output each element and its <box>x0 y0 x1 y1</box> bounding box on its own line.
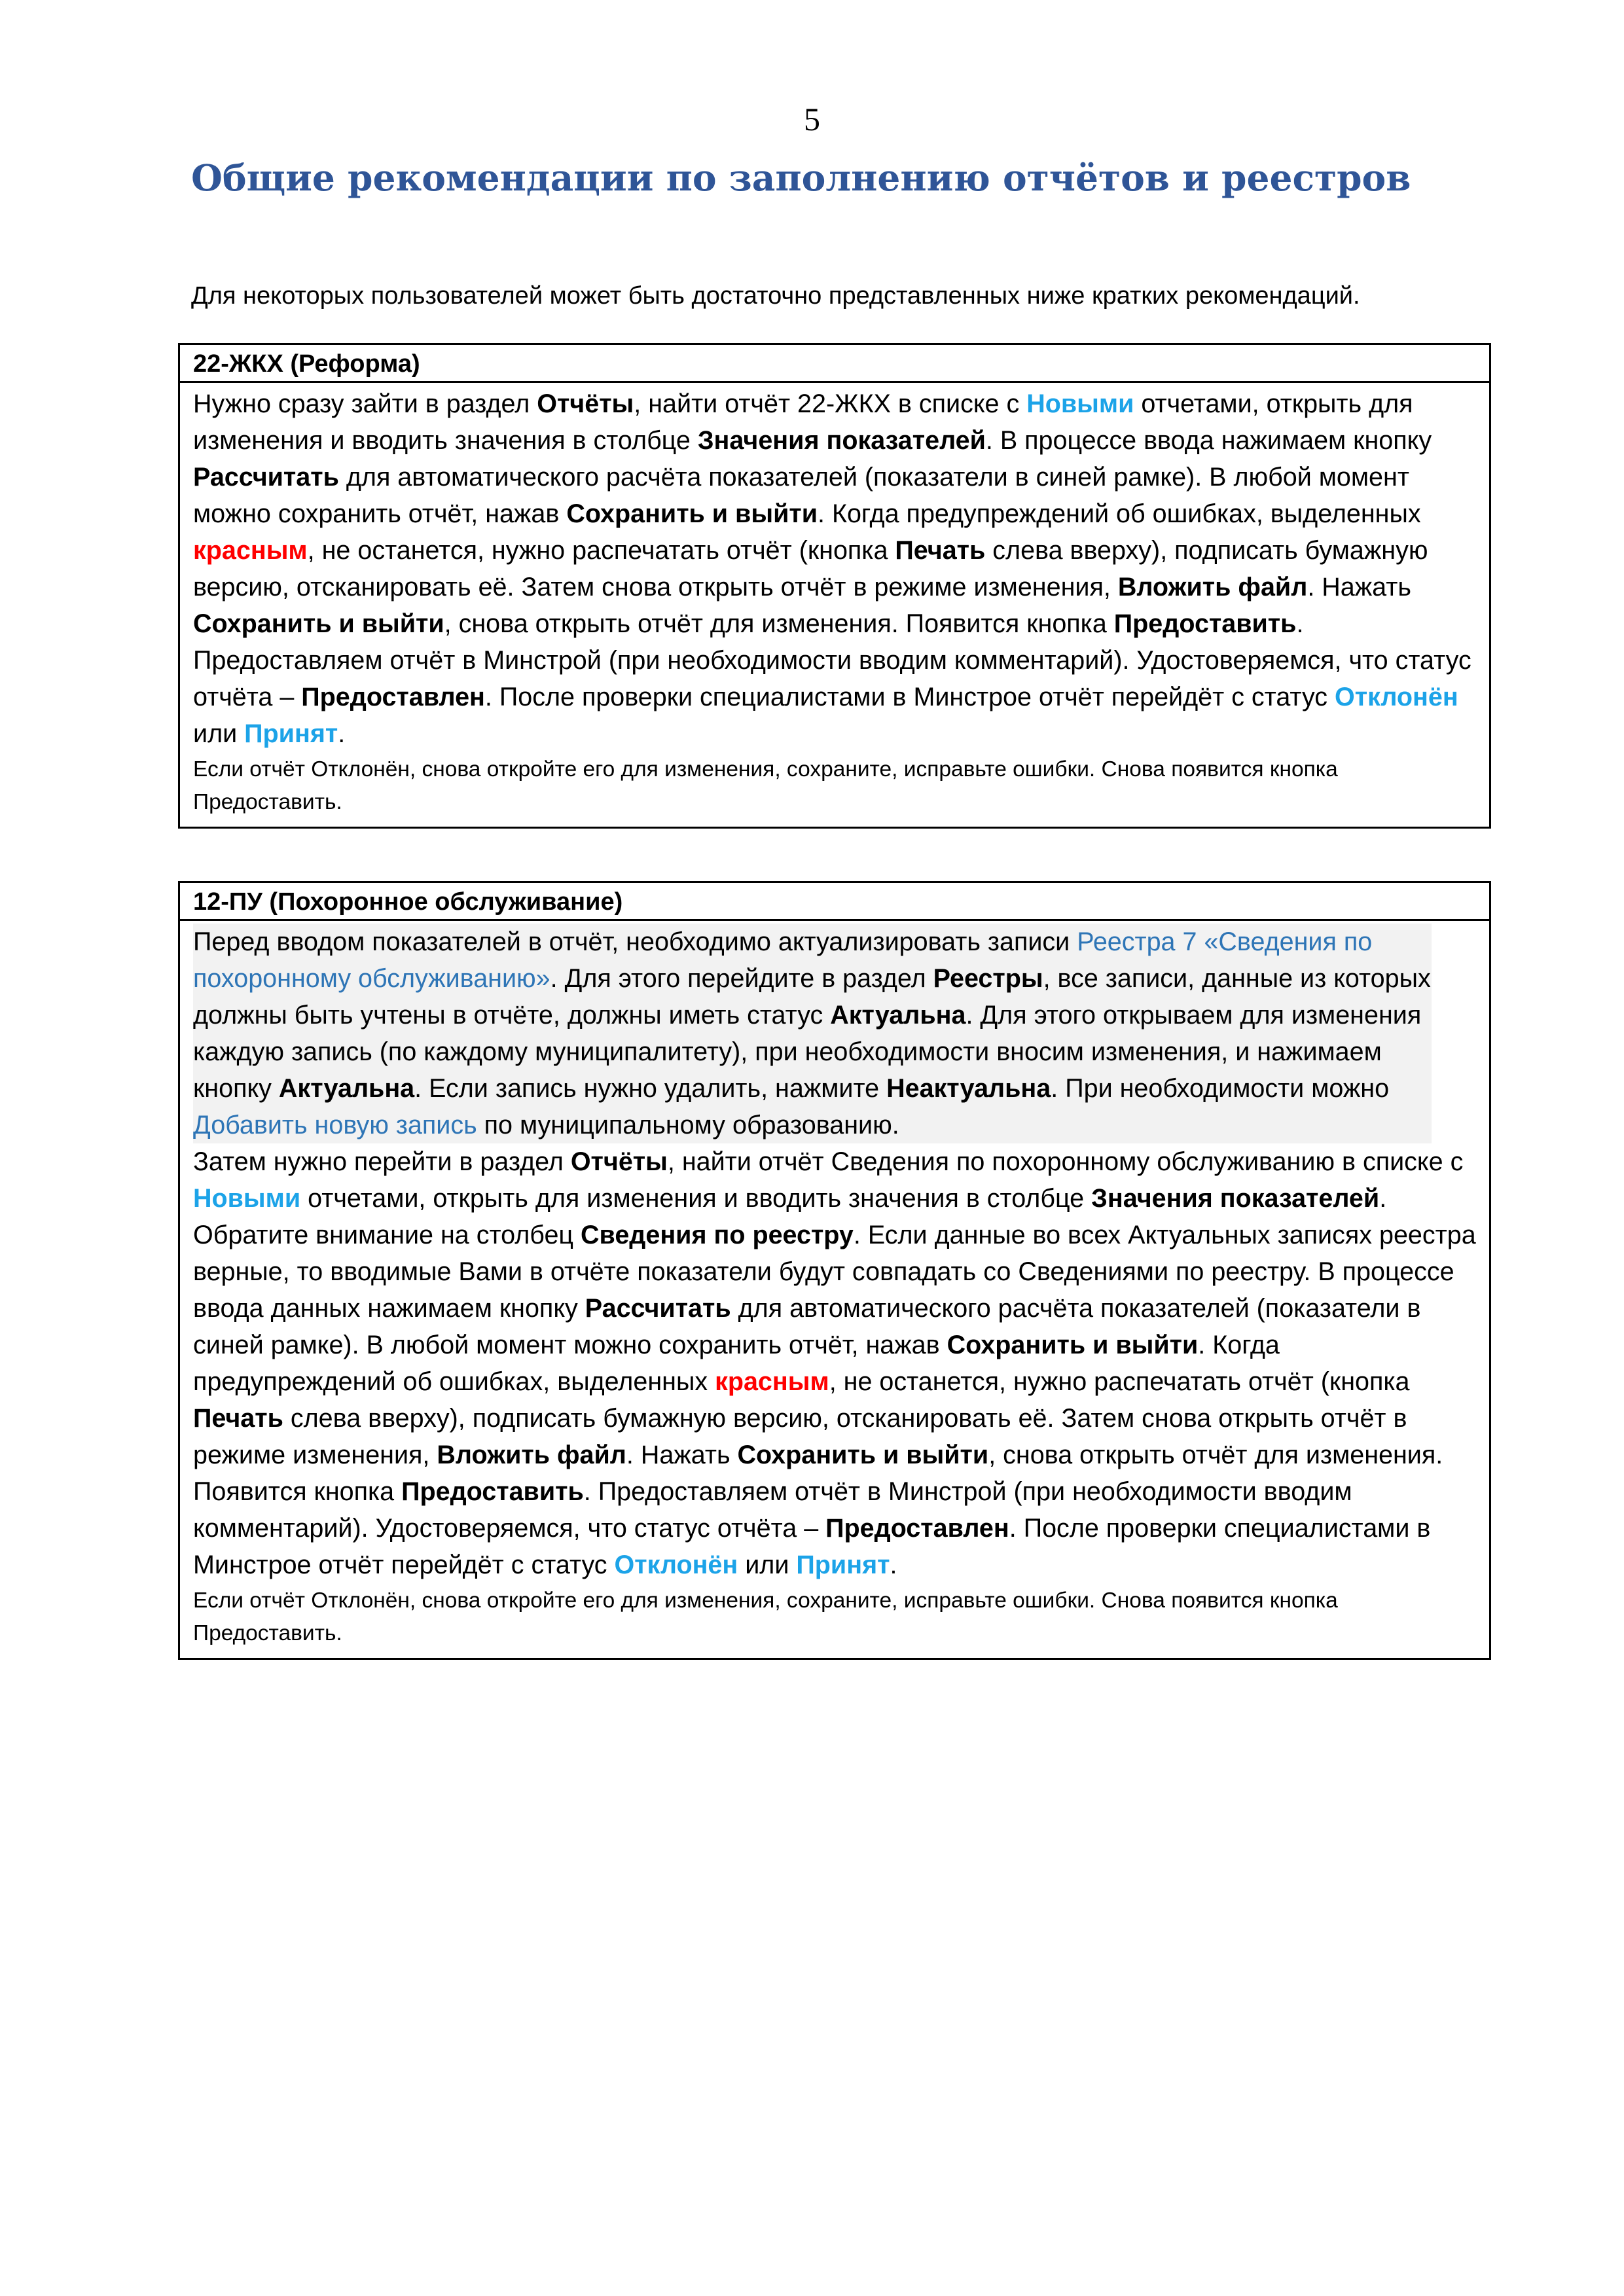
intro-text: Для некоторых пользователей может быть достаточно представленных ниже кратких рекомендаций. <box>191 282 1360 310</box>
rejected-status-ref: Отклонён <box>1335 683 1458 711</box>
save-exit-button-ref: Сохранить и выйти <box>947 1331 1199 1359</box>
instructions-paragraph <box>193 386 1489 752</box>
section-body <box>180 921 1489 1658</box>
text-run: , найти отчёт 22-ЖКХ в списке с <box>634 389 1027 418</box>
section-title: 12-ПУ (Похоронное обслуживание) <box>180 883 1489 921</box>
print-button-ref: Печать <box>193 1404 283 1433</box>
new-status-ref: Новыми <box>193 1184 301 1213</box>
text-run: или <box>193 719 245 748</box>
section-body <box>180 383 1489 827</box>
text-run: слева вверху), подписать бумажную версию, отсканировать её. Затем снова открыть отчёт в режиме изменения, <box>193 1404 1407 1469</box>
section-22-zhkh <box>178 343 1491 829</box>
text-run: . Нажать <box>1307 573 1411 601</box>
save-exit-button-ref: Сохранить и выйти <box>193 609 444 638</box>
text-run: . Предоставляем отчёт в Минстрой (при необходимости вводим комментарий). Удостоверяемся, что статус отчёта – <box>193 609 1471 711</box>
text-run: для автоматического расчёта показателей (показатели в синей рамке). В любой момент можно сохранить отчёт, нажав <box>193 463 1409 528</box>
text-run: для автоматического расчёта показателей (показатели в синей рамке). В любой момент можно сохранить отчёт, нажав <box>193 1294 1421 1359</box>
inactual-button-ref: Неактуальна <box>886 1074 1051 1103</box>
text-run: слева вверху), подписать бумажную версию, отсканировать её. Затем снова открыть отчёт в режиме изменения, <box>193 536 1428 601</box>
text-run: . <box>890 1551 897 1579</box>
section-12-pu <box>178 881 1491 1660</box>
values-column-ref: Значения показателей <box>1091 1184 1380 1213</box>
accepted-status-ref: Принят <box>244 719 338 748</box>
add-new-record-link[interactable]: Добавить новую запись <box>193 1111 477 1139</box>
text-run: , не останется, нужно распечатать отчёт (кнопка <box>829 1367 1410 1396</box>
print-button-ref: Печать <box>895 536 986 565</box>
red-highlight-ref: красным <box>193 536 308 565</box>
text-run: Перед вводом показателей в отчёт, необходимо актуализировать записи <box>193 927 1077 956</box>
submit-button-ref: Предоставить <box>1113 609 1297 638</box>
text-run: . Нажать <box>626 1441 738 1469</box>
section-note: Если отчёт Отклонён, снова откройте его для изменения, сохраните, исправьте ошибки. Снова появится кнопка Предоставить. <box>193 1588 1338 1645</box>
text-run: , снова открыть отчёт для изменения. Появится кнопка <box>193 1441 1443 1506</box>
text-run: . В процессе ввода нажимаем кнопку <box>985 426 1432 455</box>
text-run: . Для этого перейдите в раздел <box>550 964 933 993</box>
section-title: 22-ЖКХ (Реформа) <box>180 345 1489 383</box>
registry-info-column-ref: Сведения по реестру <box>581 1221 854 1249</box>
registry-7-link[interactable]: Реестра 7 «Сведения по похоронному обслуживанию» <box>193 927 1373 993</box>
submit-button-ref: Предоставить <box>401 1477 584 1506</box>
text-run: . После проверки специалистами в Минстрое отчёт перейдёт с статус <box>484 683 1335 711</box>
submitted-status-ref: Предоставлен <box>825 1514 1009 1543</box>
text-run: . Если запись нужно удалить, нажмите <box>414 1074 887 1103</box>
text-run: , все записи, данные из которых должны быть учтены в отчёте, должны иметь статус <box>193 964 1431 1030</box>
reports-section-ref: Отчёты <box>570 1147 668 1176</box>
text-run: . Если данные во всех Актуальных записях реестра верные, то вводимые Вами в отчёте показатели будут совпадать со Сведениями по реестру. В процессе ввода данных нажимаем кнопку <box>193 1221 1476 1323</box>
accepted-status-ref: Принят <box>796 1551 890 1579</box>
registries-section-ref: Реестры <box>933 964 1043 993</box>
save-exit-button-ref: Сохранить и выйти <box>566 499 818 528</box>
text-run: , не останется, нужно распечатать отчёт (кнопка <box>307 536 895 565</box>
save-exit-button-ref: Сохранить и выйти <box>737 1441 989 1469</box>
text-run: , снова открыть отчёт для изменения. Появится кнопка <box>444 609 1114 638</box>
text-run: . При необходимости можно <box>1051 1074 1390 1103</box>
page-number: 5 <box>804 101 820 137</box>
page-title: Общие рекомендации по заполнению отчётов и реестров <box>191 156 1411 199</box>
reports-section-ref: Отчёты <box>537 389 634 418</box>
calculate-button-ref: Рассчитать <box>193 463 339 492</box>
attach-file-ref: Вложить файл <box>437 1441 626 1469</box>
text-run: . Для этого открываем для изменения каждую запись (по каждому муниципалитету), при необходимости вносим изменения, и нажимаем кнопку <box>193 1001 1422 1103</box>
values-column-ref: Значения показателей <box>697 426 986 455</box>
actual-status-ref: Актуальна <box>830 1001 966 1030</box>
text-run: отчетами, открыть для изменения и вводить значения в столбце <box>300 1184 1092 1213</box>
text-run: отчетами, открыть для изменения и вводить значения в столбце <box>193 389 1413 455</box>
submitted-status-ref: Предоставлен <box>301 683 485 711</box>
text-run: . Обратите внимание на столбец <box>193 1184 1387 1249</box>
text-run: , найти отчёт Сведения по похоронному обслуживанию в списке с <box>667 1147 1464 1176</box>
text-run: . <box>338 719 346 748</box>
instructions-paragraph <box>193 1143 1489 1583</box>
text-run: Нужно сразу зайти в раздел <box>193 389 537 418</box>
text-run: по муниципальному образованию. <box>477 1111 899 1139</box>
red-highlight-ref: красным <box>715 1367 829 1396</box>
actual-button-ref: Актуальна <box>278 1074 415 1103</box>
text-run: . Предоставляем отчёт в Минстрой (при необходимости вводим комментарий). Удостоверяемся, что статус отчёта – <box>193 1477 1352 1543</box>
section-note: Если отчёт Отклонён, снова откройте его для изменения, сохраните, исправьте ошибки. Снова появится кнопка Предоставить. <box>193 757 1338 814</box>
text-run: или <box>738 1551 797 1579</box>
text-run: . Когда предупреждений об ошибках, выделенных <box>818 499 1421 528</box>
attach-file-ref: Вложить файл <box>1117 573 1308 601</box>
text-run: . После проверки специалистами в Минстрое отчёт перейдёт с статус <box>193 1514 1431 1579</box>
rejected-status-ref: Отклонён <box>614 1551 738 1579</box>
text-run: Затем нужно перейти в раздел <box>193 1147 571 1176</box>
text-run: . Когда предупреждений об ошибках, выделенных <box>193 1331 1280 1396</box>
calculate-button-ref: Рассчитать <box>585 1294 731 1323</box>
registry-paragraph <box>193 924 1432 1143</box>
new-status-ref: Новыми <box>1026 389 1134 418</box>
